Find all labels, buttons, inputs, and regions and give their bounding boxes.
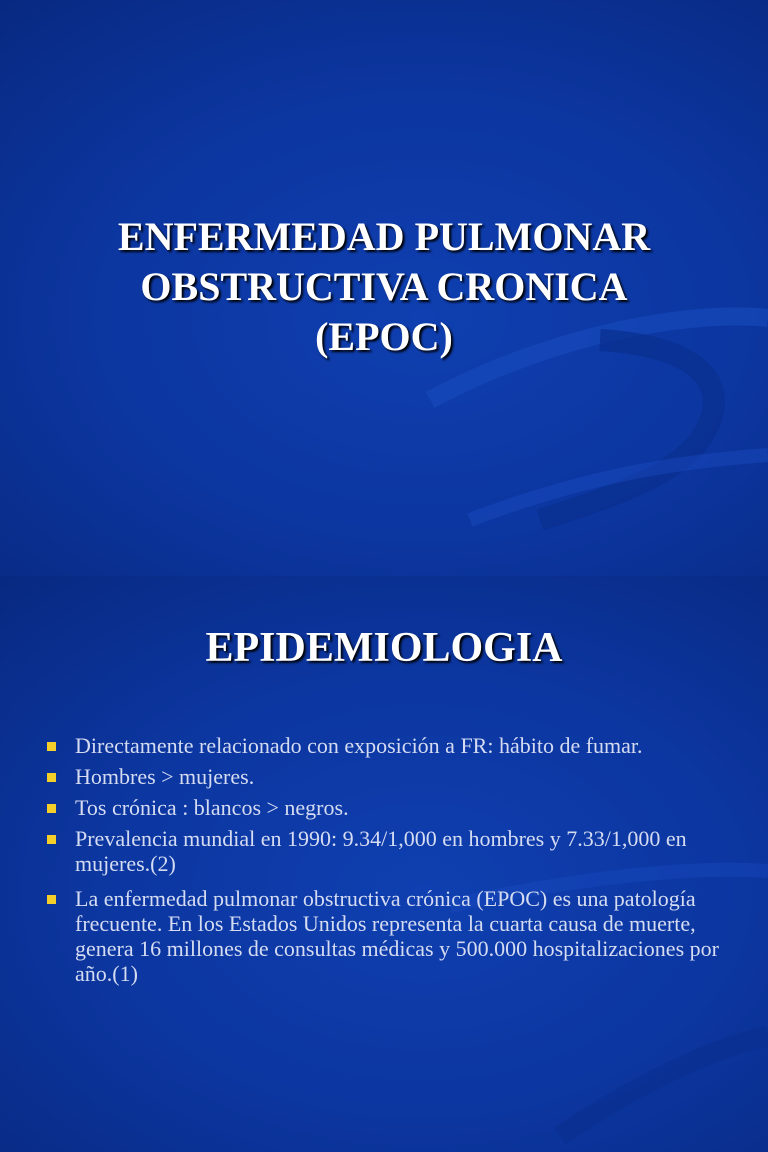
epidemiology-slide xyxy=(0,576,768,1152)
list-item xyxy=(44,826,734,876)
square-bullet-icon xyxy=(47,895,56,904)
square-bullet-icon xyxy=(47,773,56,782)
bullet-text: La enfermedad pulmonar obstructiva crónica (EPOC) es una patología frecuente. En los Estados Unidos representa la cuarta causa de muerte, genera 16 millones de consultas médicas y 500.000 hospitalizaciones por año.(1) xyxy=(75,886,719,986)
square-bullet-icon xyxy=(47,835,56,844)
title-line-1: ENFERMEDAD PULMONAR xyxy=(117,214,651,259)
presentation-title xyxy=(40,212,728,362)
bullet-text: Tos crónica : blancos > negros. xyxy=(75,795,349,820)
list-item xyxy=(44,795,734,820)
square-bullet-icon xyxy=(47,742,56,751)
bullet-text: Hombres > mujeres. xyxy=(75,764,255,789)
title-line-2: OBSTRUCTIVA CRONICA xyxy=(140,264,628,309)
list-item xyxy=(44,886,734,986)
square-bullet-icon xyxy=(47,804,56,813)
slide-title: EPIDEMIOLOGIA xyxy=(205,625,563,671)
list-item xyxy=(44,764,734,789)
bullet-list xyxy=(44,733,734,986)
list-item xyxy=(44,733,734,758)
bullet-text: Prevalencia mundial en 1990: 9.34/1,000 en hombres y 7.33/1,000 en mujeres.(2) xyxy=(75,826,687,876)
bullet-text: Directamente relacionado con exposición a FR: hábito de fumar. xyxy=(75,733,643,758)
title-line-3: (EPOC) xyxy=(315,314,453,359)
